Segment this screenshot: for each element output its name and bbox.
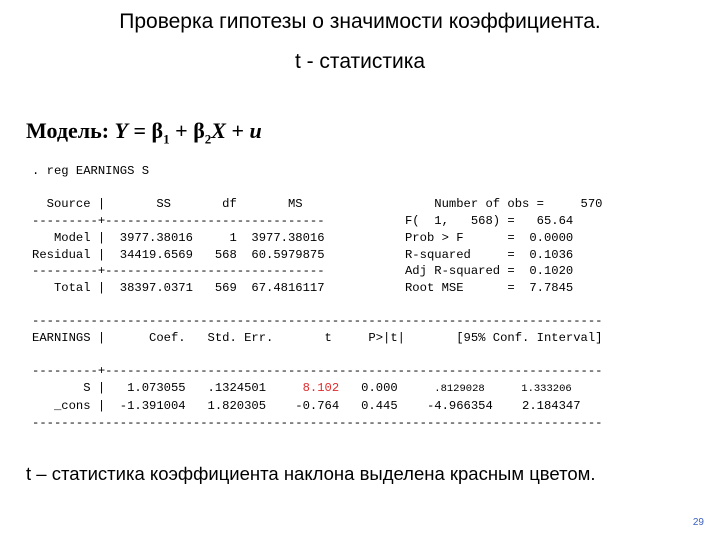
anova-model-row: Model | 3977.38016 1 3977.38016 Prob > F = 0.0000: [32, 230, 574, 245]
model-u: u: [249, 118, 262, 143]
ci-low-value: .8129028: [434, 383, 485, 396]
beta-symbol-1: β: [151, 118, 164, 143]
anova-total-row: Total | 38397.0371 569 67.4816117 Root MSE = 7.7845: [32, 280, 574, 295]
page-number: 29: [692, 517, 704, 528]
coef-row-s: S | 1.073055 .1324501 8.102 0.000 .8129028 1.333206: [32, 381, 572, 396]
beta-symbol-2: β: [193, 118, 205, 143]
footnote: t – статистика коэффициента наклона выделена красным цветом.: [26, 463, 596, 484]
slide-subtitle: t - статистика: [294, 50, 426, 73]
anova-header: Source | SS df MS Number of obs = 570: [32, 197, 603, 212]
table-rule: ------------------------------------------------------------------------------: [32, 314, 603, 329]
ci-high-value: 1.333206: [521, 383, 572, 396]
model-lhs: Y: [114, 118, 128, 143]
coef-row-cons: _cons | -1.391004 1.820305 -0.764 0.445 -4.966354 2.184347: [32, 398, 581, 413]
anova-separator: ---------+------------------------------ F( 1, 568) = 65.64: [32, 214, 574, 229]
table-rule: ------------------------------------------------------------------------------: [32, 415, 603, 430]
model-label: Модель:: [26, 118, 110, 143]
coef-header: EARNINGS | Coef. Std. Err. t P>|t| [95% Conf. Interval]: [32, 331, 603, 346]
regression-output: [32, 163, 602, 431]
command-line: . reg EARNINGS S: [32, 164, 150, 178]
slide-title: Проверка гипотезы о значимости коэффициента.: [119, 10, 601, 33]
model-equation: Модель: $Y = \beta_1 + \beta_2X + u$: [26, 118, 262, 147]
anova-residual-row: Residual | 34419.6569 568 60.5979875 R-squared = 0.1036: [32, 247, 574, 262]
table-rule: ---------+--------------------------------------------------------------------: [32, 364, 603, 379]
t-statistic-highlight: 8.102: [302, 381, 340, 396]
anova-separator: ---------+------------------------------ Adj R-squared = 0.1020: [32, 264, 574, 279]
model-x: X: [211, 118, 226, 143]
